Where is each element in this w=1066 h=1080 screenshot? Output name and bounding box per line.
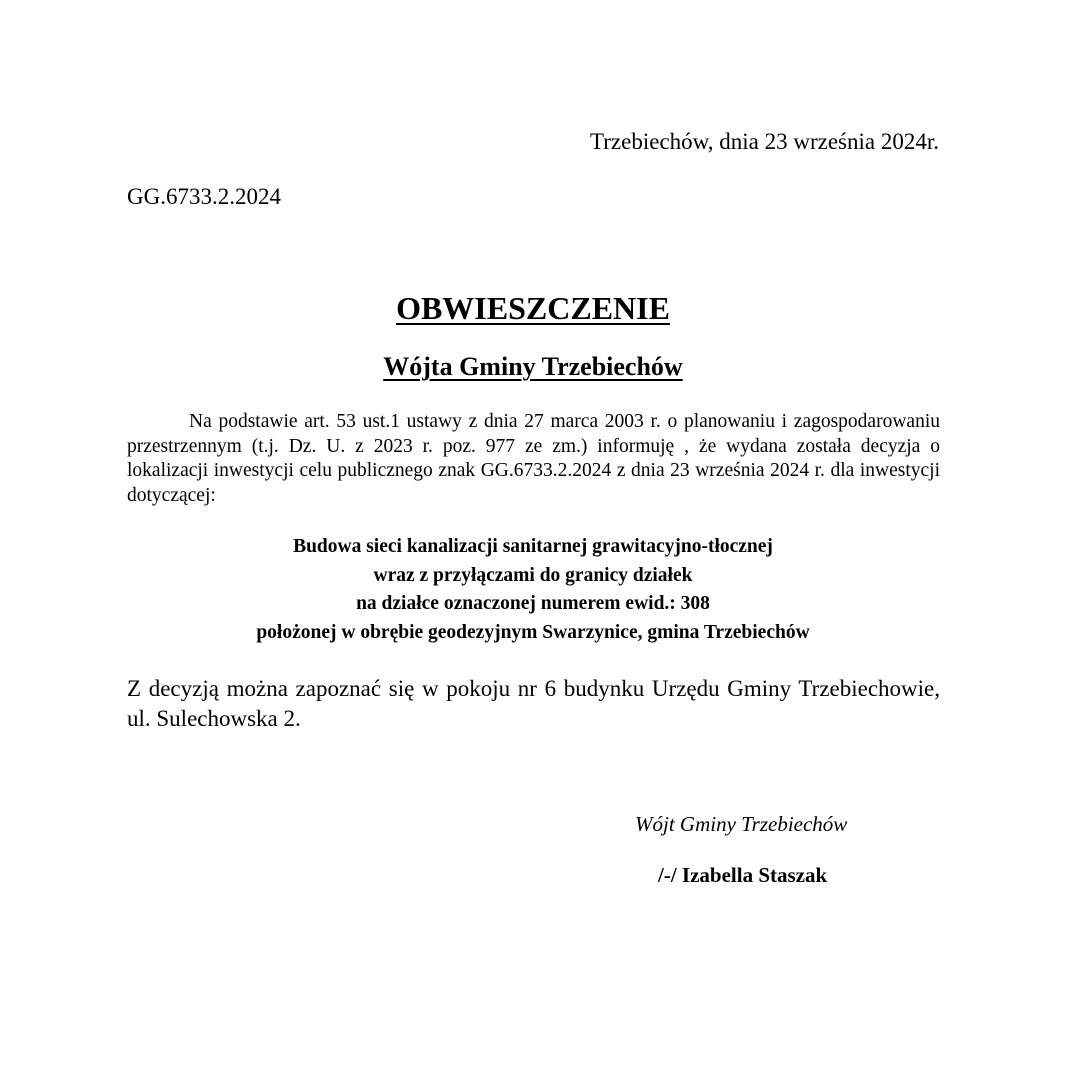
investment-line: wraz z przyłączami do granicy działek (373, 564, 693, 586)
signature-role: Wójt Gminy Trzebiechów (635, 812, 848, 836)
investment-description (0, 533, 1066, 647)
investment-line: Budowa sieci kanalizacji sanitarnej grawitacyjno-tłocznej (293, 536, 773, 557)
investment-line: na działce oznaczonej numerem ewid.: 308 (356, 593, 710, 614)
reference-number: GG.6733.2.2024 (127, 184, 281, 209)
investment-line: położonej w obrębie geodezyjnym Swarzynice, gmina Trzebiechów (256, 621, 810, 643)
document-title: OBWIESZCZENIE (396, 290, 670, 326)
info-paragraph: Z decyzją można zapoznać się w pokoju nr 6 budynku Urzędu Gminy Trzebiechowie, ul. Sulechowska 2. (127, 676, 940, 731)
signature-name: /-/ Izabella Staszak (658, 863, 828, 887)
body-paragraph-text: Na podstawie art. 53 ust.1 ustawy z dnia 27 marca 2003 r. o planowaniu i zagospodarowaniu przestrzennym (t.j. Dz. U. z 2023 r. poz. 977 ze zm.) informuję , że wydana została decyzja o lokalizacji inwestycji celu publicznego znak GG.6733.2.2024 z dnia 23 września 2024 r. dla inwestycji dotyczącej: (127, 411, 940, 506)
place-and-date: Trzebiechów, dnia 23 września 2024r. (590, 129, 939, 154)
document-subtitle: Wójta Gminy Trzebiechów (383, 352, 683, 381)
body-paragraph (127, 410, 940, 508)
